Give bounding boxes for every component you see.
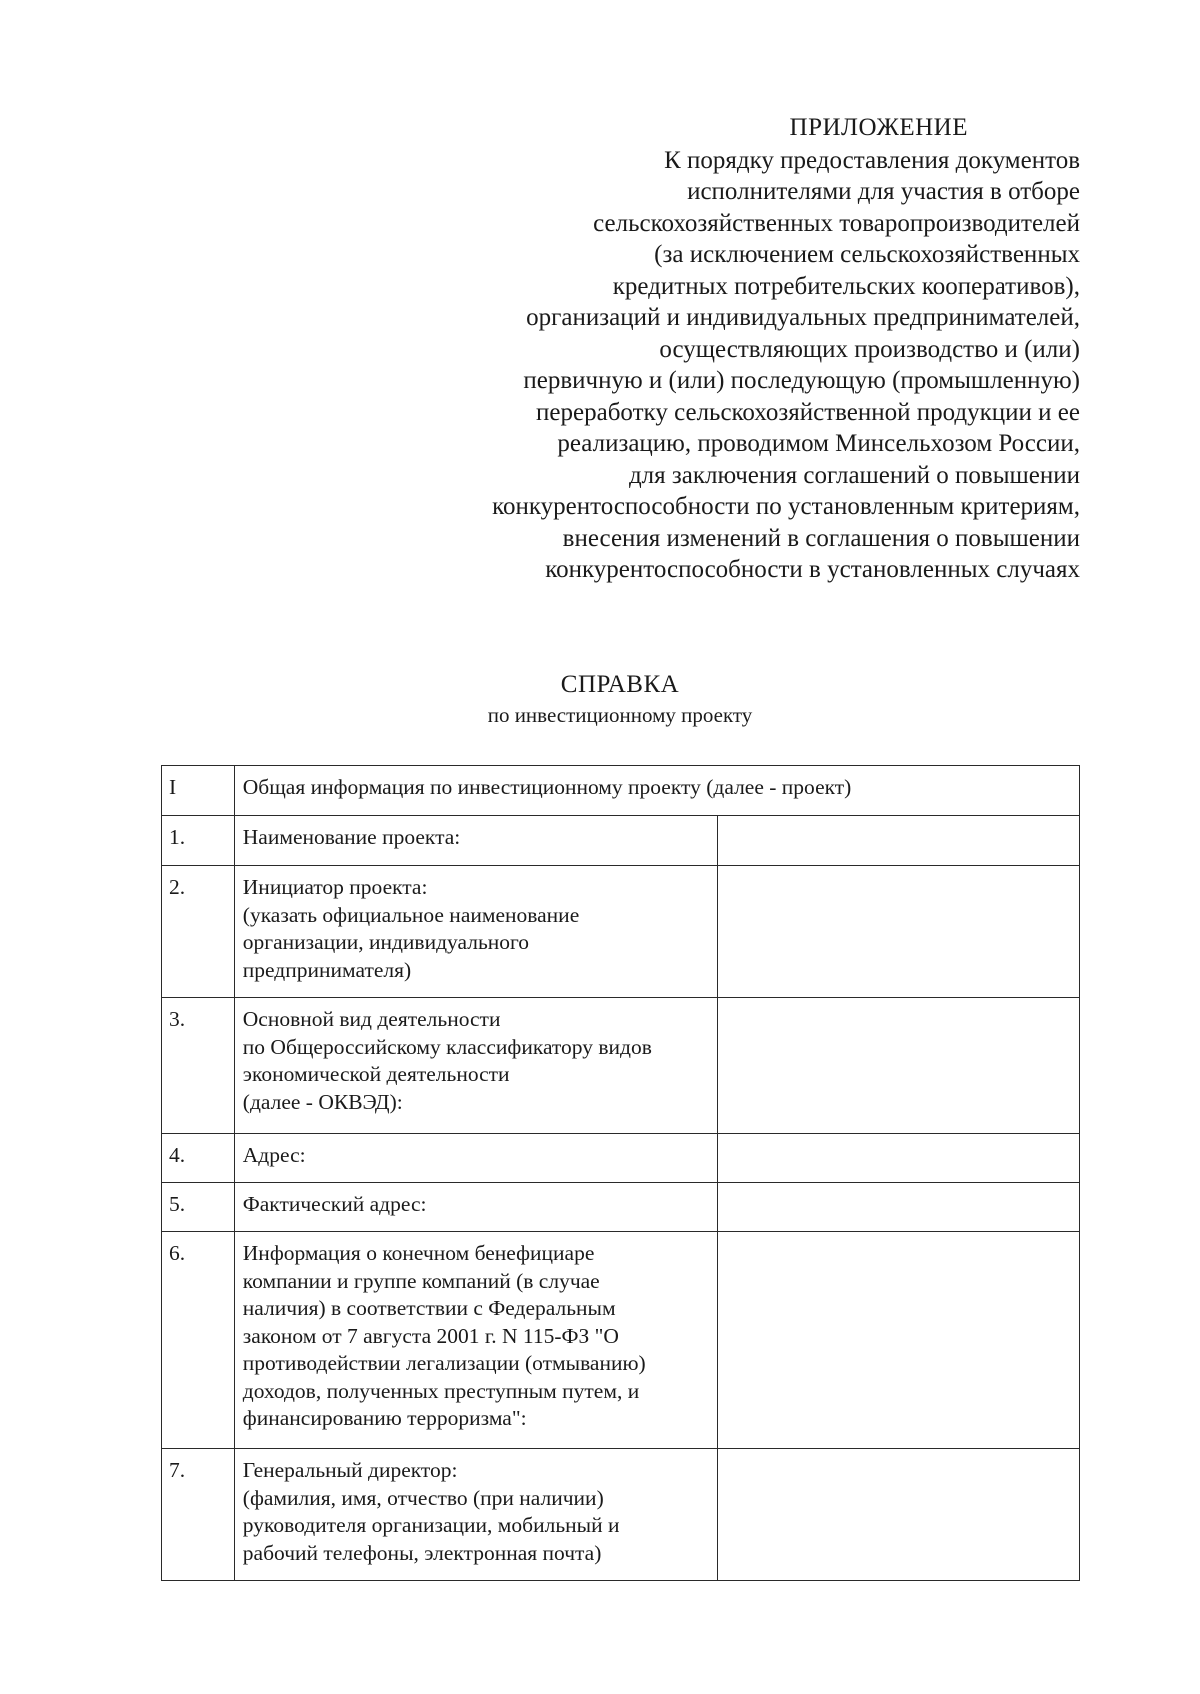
label-line: наличия) в соответствии с Федеральным: [242, 1296, 616, 1320]
table-row: [162, 998, 1080, 1134]
appendix-line: исполнителями для участия в отборе: [687, 178, 1080, 205]
table-row: [162, 816, 1080, 866]
appendix-line: внесения изменений в соглашения о повышении: [562, 524, 1080, 552]
row-label: [234, 1232, 717, 1449]
appendix-line: К порядку предоставления документов: [664, 146, 1080, 174]
appendix-line: реализацию, проводимом Минсельхозом России,: [557, 430, 1080, 457]
label-line: предпринимателя): [242, 957, 412, 982]
appendix-line: сельскохозяйственных товаропроизводителей: [593, 209, 1080, 237]
row-number: 3.: [162, 998, 235, 1134]
appendix-line: конкурентоспособности по установленным критериям,: [492, 493, 1080, 520]
row-label: [234, 866, 717, 998]
value-cell-initiator[interactable]: [717, 866, 1080, 998]
label-line: руководителя организации, мобильный и: [242, 1513, 620, 1537]
table-row: [162, 1232, 1080, 1449]
row-label: [234, 1449, 717, 1581]
appendix-line: организаций и индивидуальных предпринимателей,: [526, 304, 1080, 331]
label-line: финансированию терроризма":: [242, 1406, 527, 1430]
row-number: 2.: [162, 866, 235, 998]
label-line: противодействии легализации (отмыванию): [242, 1351, 646, 1375]
appendix-line: первичную и (или) последующую (промышленную): [523, 367, 1080, 394]
table-row: [162, 1134, 1080, 1183]
value-cell-address[interactable]: [717, 1134, 1080, 1183]
value-cell-okved[interactable]: [717, 998, 1080, 1134]
document-title-block: [0, 670, 1200, 730]
section-number: I: [162, 766, 235, 816]
appendix-header: [380, 112, 1080, 586]
label-line: Фактический адрес:: [242, 1192, 427, 1216]
appendix-line: (за исключением сельскохозяйственных: [654, 241, 1080, 268]
label-line: Информация о конечном бенефициаре: [242, 1241, 595, 1265]
row-number: 7.: [162, 1449, 235, 1581]
value-cell-general-director[interactable]: [717, 1449, 1080, 1581]
appendix-line: переработку сельскохозяйственной продукции и ее: [536, 398, 1080, 426]
row-number: 6.: [162, 1232, 235, 1449]
label-line: Основной вид деятельности: [242, 1007, 501, 1031]
label-line: компании и группе компаний (в случае: [242, 1268, 600, 1293]
document-subtitle: по инвестиционному проекту: [487, 703, 753, 727]
row-number: 1.: [162, 816, 235, 866]
row-number: 4.: [162, 1134, 235, 1183]
row-label: [234, 816, 717, 866]
label-line: Инициатор проекта:: [242, 875, 428, 899]
value-cell-actual-address[interactable]: [717, 1183, 1080, 1232]
label-line: экономической деятельности: [242, 1062, 510, 1086]
label-line: Адрес:: [242, 1143, 306, 1167]
table-row: [162, 1449, 1080, 1581]
label-line: законом от 7 августа 2001 г. N 115-ФЗ "О: [242, 1323, 619, 1348]
appendix-line: для заключения соглашений о повышении: [628, 461, 1080, 489]
value-cell-beneficiary[interactable]: [717, 1232, 1080, 1449]
document-title: СПРАВКА: [560, 671, 680, 698]
table-row: [162, 866, 1080, 998]
label-line: по Общероссийскому классификатору видов: [242, 1034, 652, 1059]
value-cell-project-name[interactable]: [717, 816, 1080, 866]
label-line: организации, индивидуального: [242, 930, 530, 954]
appendix-heading: ПРИЛОЖЕНИЕ: [789, 114, 968, 141]
appendix-line: кредитных потребительских кооперативов),: [612, 272, 1080, 300]
label-line: Генеральный директор:: [242, 1458, 458, 1482]
appendix-line: осуществляющих производство и (или): [659, 335, 1080, 363]
label-line: рабочий телефоны, электронная почта): [242, 1540, 602, 1565]
section-header-row: [162, 766, 1080, 816]
row-label: [234, 1134, 717, 1183]
row-number: 5.: [162, 1183, 235, 1232]
label-line: Наименование проекта:: [242, 825, 461, 849]
section-title: Общая информация по инвестиционному проекту (далее - проект): [234, 766, 1079, 816]
label-line: (далее - ОКВЭД):: [242, 1089, 403, 1114]
table-row: [162, 1183, 1080, 1232]
project-info-table: [161, 765, 1080, 1581]
row-label: [234, 998, 717, 1134]
label-line: (указать официальное наименование: [242, 902, 580, 927]
row-label: [234, 1183, 717, 1232]
label-line: доходов, полученных преступным путем, и: [242, 1378, 640, 1403]
label-line: (фамилия, имя, отчество (при наличии): [242, 1485, 604, 1510]
appendix-line: конкурентоспособности в установленных случаях: [545, 556, 1080, 583]
